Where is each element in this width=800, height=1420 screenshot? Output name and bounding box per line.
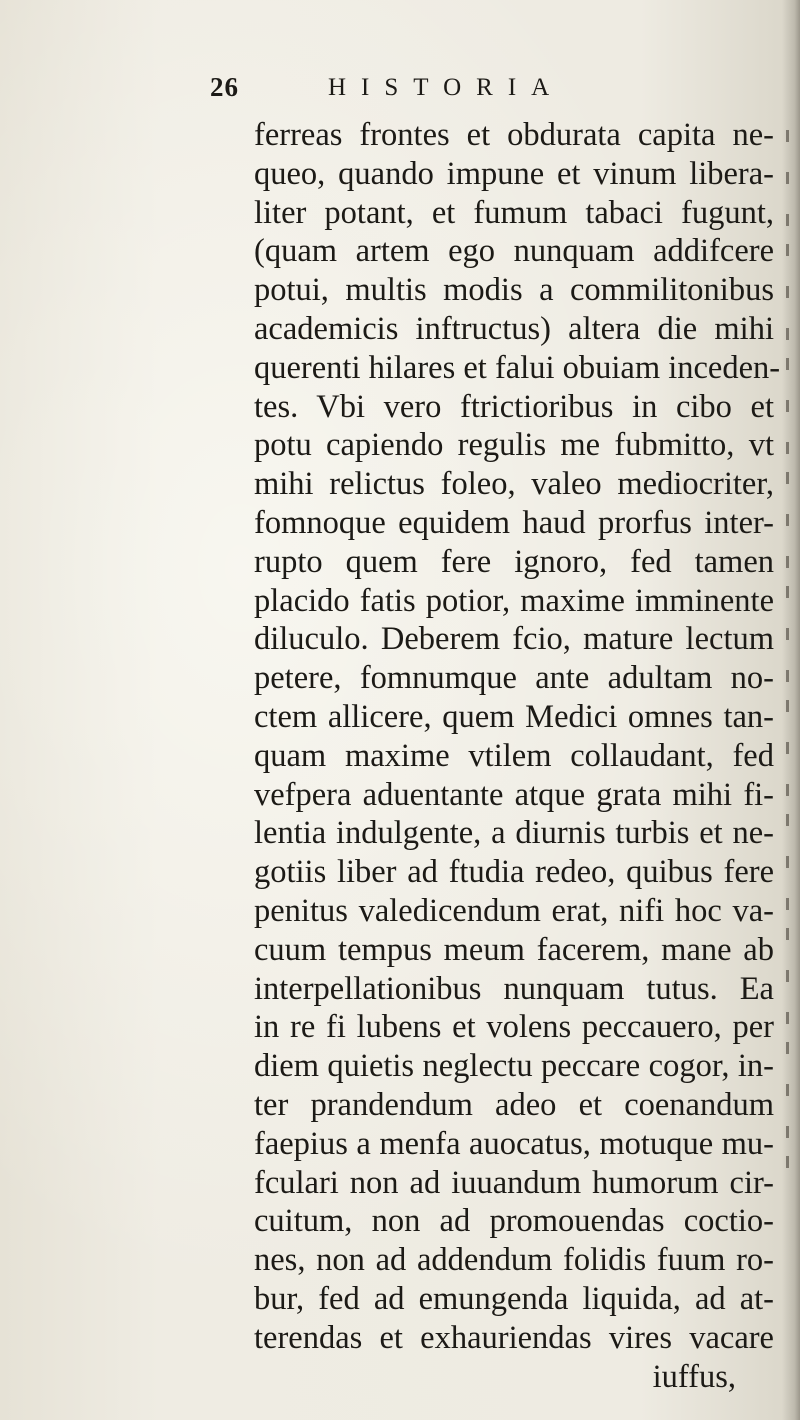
- edge-mark: [786, 670, 789, 682]
- edge-mark: [786, 970, 789, 982]
- edge-mark: [786, 1012, 789, 1024]
- edge-mark: [786, 442, 789, 454]
- edge-mark: [786, 700, 789, 712]
- edge-mark: [786, 172, 789, 184]
- text-line: vefpera aduentante atque grata mihi fi-: [254, 776, 774, 813]
- text-line: (quam artem ego nunquam addifcere: [254, 233, 774, 270]
- text-line: diem quietis neglectu peccare cogor, in-: [254, 1048, 774, 1085]
- text-line: quam maxime vtilem collaudant, fed: [254, 737, 774, 774]
- edge-mark: [786, 742, 789, 754]
- text-line: petere, fomnumque ante adultam no-: [254, 660, 774, 697]
- text-line: potu capiendo regulis me fubmitto, vt: [254, 427, 774, 464]
- text-line: cuum tempus meum facerem, mane ab: [254, 931, 774, 968]
- text-line: rupto quem fere ignoro, fed tamen: [254, 543, 774, 580]
- text-line: penitus valedicendum erat, nifi hoc va-: [254, 892, 774, 929]
- edge-mark: [786, 784, 789, 796]
- text-line: fculari non ad iuuandum humorum cir-: [254, 1164, 774, 1201]
- edge-mark: [786, 556, 789, 568]
- text-line: placido fatis potior, maxime imminente: [254, 582, 774, 619]
- edge-mark: [786, 814, 789, 826]
- text-line: terendas et exhauriendas vires vacare: [254, 1319, 774, 1356]
- page-header: [210, 72, 630, 112]
- text-line: ferreas frontes et obdurata capita ne-: [254, 117, 774, 153]
- text-line: in re fi lubens et volens peccauero, per: [254, 1009, 774, 1046]
- text-line: faepius a menfa auocatus, motuque mu-: [254, 1125, 774, 1162]
- text-line: cuitum, non ad promouendas coctio-: [254, 1203, 774, 1240]
- edge-mark: [786, 286, 789, 298]
- text-line: bur, fed ad emungenda liquida, ad at-: [254, 1280, 774, 1317]
- edge-mark: [786, 328, 789, 340]
- running-head: HISTORIA: [328, 74, 565, 101]
- edge-mark: [786, 1156, 789, 1168]
- edge-mark: [786, 1084, 789, 1096]
- text-line: academicis inftructus) altera die mihi: [254, 310, 774, 347]
- text-line: lentia indulgente, a diurnis turbis et ne-: [254, 815, 774, 852]
- text-line: tes. Vbi vero ftrictioribus in cibo et: [254, 388, 774, 425]
- text-line: potui, multis modis a commilitonibus: [254, 272, 774, 309]
- edge-mark: [786, 1042, 789, 1054]
- edge-mark: [786, 472, 789, 484]
- text-line: gotiis liber ad ftudia redeo, quibus fere: [254, 854, 774, 891]
- text-line: queo, quando impune et vinum libera-: [254, 155, 774, 192]
- text-line: fomnoque equidem haud prorfus inter-: [254, 504, 774, 541]
- edge-mark: [786, 856, 789, 868]
- edge-mark: [786, 358, 789, 370]
- edge-mark: [786, 928, 789, 940]
- edge-mark: [786, 628, 789, 640]
- text-line: ctem allicere, quem Medici omnes tan-: [254, 698, 774, 735]
- text-line: interpellationibus nunquam tutus. Ea: [254, 970, 774, 1007]
- edge-mark: [786, 1126, 789, 1138]
- edge-mark: [786, 130, 789, 142]
- text-line: nes, non ad addendum folidis fuum ro-: [254, 1242, 774, 1279]
- text-line: liter potant, et fumum tabaci fugunt,: [254, 194, 774, 231]
- edge-mark: [786, 400, 789, 412]
- text-line: iuffus,: [652, 1358, 736, 1395]
- text-line: mihi relictus foleo, valeo mediocriter,: [254, 466, 774, 503]
- edge-mark: [786, 214, 789, 226]
- edge-mark: [786, 244, 789, 256]
- page-number: 26: [210, 72, 239, 102]
- body-text: [254, 116, 781, 1396]
- edge-mark: [786, 898, 789, 910]
- text-line: ter prandendum adeo et coenandum: [254, 1086, 774, 1123]
- page-edge-marks: [786, 130, 792, 1130]
- edge-mark: [786, 514, 789, 526]
- edge-mark: [786, 586, 789, 598]
- text-line: querenti hilares et falui obuiam inceden-: [254, 349, 781, 386]
- text-line: diluculo. Deberem fcio, mature lectum: [254, 621, 774, 658]
